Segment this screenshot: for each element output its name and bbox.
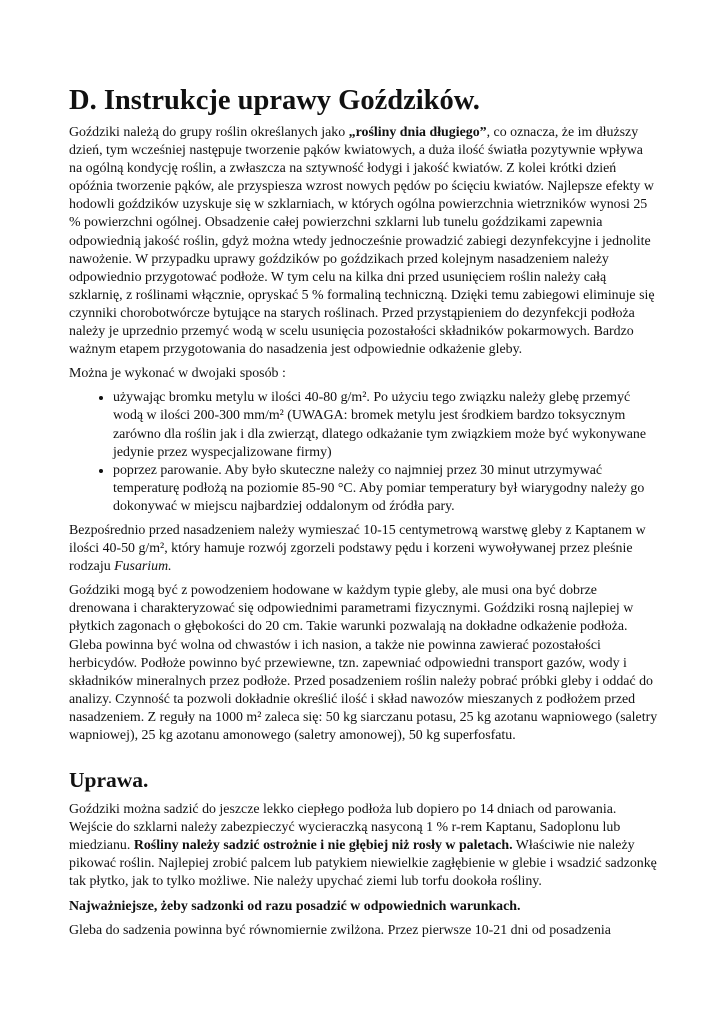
- intro-bold-term: „rośliny dnia długiego”: [348, 125, 487, 140]
- kaptan-text: Bezpośrednio przed nasadzeniem należy wymieszać 10-15 centymetrową warstwę gleby z Kaptanem w ilości 40-50 g/m², który hamuje rozwój zgorzeli podstawy pędu i korzeni wywoływanej przez pleśnie rodzaju: [69, 522, 646, 575]
- methods-intro: Można je wykonać w dwojaki sposób :: [69, 366, 286, 382]
- soil-paragraph: Goździki mogą być z powodzeniem hodowane w każdym typie gleby, ale musi ona być dobrze drenowana i charakteryzować się odpowiednimi parametrami fizycznymi. Goździki rosną najlepiej w płytkich zagonach o głębokości do 20 cm. Takie warunki pozwalają na dokładne odkażenie podłoża. Gleba powinna być wolna od chwastów i ich nasion, a także nie powinna zawierać pozostałości herbicydów. Podłoże powinno być przewiewne, tzn. zapewniać odpowiedni transport gazów, wody i składników mineralnych przez podłoże. Przed posadzeniem roślin należy pobrać próbki gleby i oddać do analizy. Czynność ta pozwoli dokładnie określić ilość i skład nawozów mieszanych z podłożem przed nasadzeniem. Z reguły na 1000 m² zaleca się: 50 kg siarczanu potasu, 25 kg azotanu wapniowego (saletry wapniowej), 25 kg azotanu amonowego (saletry amonowej), 50 kg superfosfatu.: [69, 583, 658, 743]
- intro-paragraph: [69, 124, 658, 359]
- intro-text-a: Goździki należą do grupy roślin określanych jako: [69, 125, 349, 140]
- page-title: D. Instrukcje uprawy Goździków.: [69, 85, 480, 116]
- planting-text-a: Goździki można sadzić do jeszcze lekko ciepłego podłoża lub dopiero po 14 dniach od parowania. Wejście do szklarni należy zabezpieczyć wycieraczką nasyconą 1 % r-rem Kaptanu, Sadoplonu lub miedzianu.: [69, 802, 621, 854]
- disinfection-methods-list: [69, 389, 658, 516]
- list-item: • poprzez parowanie. Aby było skuteczne należy co najmniej przez 30 minut utrzymywać temperaturę podłożą na poziomie 85-90 °C. Aby pomiar temperatury był wiarygodny należy go dokonywać w miejscu najbardziej oddalonym od źródła pary.: [113, 462, 658, 516]
- kaptan-paragraph: [69, 522, 658, 576]
- intro-text-b: , co oznacza, że im dłuższy dzień, tym wcześniej następuje tworzenie pąków kwiatowych, a duża ilość światła pozytywnie wpływa na ogólną kondycję roślin, a zwłaszcza na sztywność łodygi i jakość kwiatów. Z kolei krótki dzień opóźnia tworzenie pąków, ale przyspiesza wzrost nowych pędów po ścięciu kwiatów. Najlepsze efekty w hodowli goździków uzyskuje się w szklarniach, w których ogólna powierzchnia wietrzników wynosi 25 % powierzchni ogólnej. Obsadzenie całej powierzchni szklarni lub tunelu goździkami zapewnia odpowiednią jakość roślin, gdyż można wtedy jednocześnie prowadzić zabiegi dezynfekcyjne i jednolite nawożenie. W przypadku uprawy goździków po goździkach przed kolejnym nasadzeniem należy odpowiednio przygotować podłoże. W tym celu na kilka dni przed usunięciem roślin należy całą szklarnię, z roślinami włącznie, opryskać 5 % formaliną techniczną. Dzięki temu zabiegowi eliminuje się czynniki chorobotwórcze bytujące na starych roślinach. Przed przystąpieniem do dezynfekcji podłoża należy je uprzednio przemyć wodą w scelu usunięcia pozostałości składników pokarmowych. Bardzo ważnym etapem przygotowania do nasadzenia jest odpowiednie odkażenie gleby.: [69, 125, 655, 358]
- fusarium-term: Fusarium.: [114, 559, 172, 575]
- important-note: [69, 898, 658, 916]
- planting-text-b: Właściwie nie należy pikować roślin. Najlepiej zrobić palcem lub patykiem niewielkie zagłębienie w glebie i wsadzić sadzonkę tak płytko, jak to tylko możliwe. Nie należy upychać ziemi lub torfu dookoła rośliny.: [69, 838, 657, 890]
- important-note-text: Najważniejsze, żeby sadzonki od razu posadzić w odpowiednich warunkach.: [69, 898, 521, 914]
- list-item: • używając bromku metylu w ilości 40-80 g/m². Po użyciu tego związku należy glebę przemyć wodą w ilości 200-300 mm/m² (UWAGA: bromek metylu jest środkiem bardzo toksycznym zarówno dla roślin jak i dla zwierząt, dlatego odkażanie tym związkiem może być wykonywane jedynie przez wyspecjalizowane firmy): [113, 389, 658, 461]
- section-heading-uprawa: Uprawa.: [69, 768, 149, 793]
- watering-paragraph: Gleba do sadzenia powinna być równomiernie zwilżona. Przez pierwsze 10-21 dni od posadzenia: [69, 922, 611, 938]
- planting-bold-note: Rośliny należy sadzić ostrożnie i nie głębiej niż rosły w paletach.: [133, 838, 513, 854]
- planting-paragraph: [69, 801, 658, 891]
